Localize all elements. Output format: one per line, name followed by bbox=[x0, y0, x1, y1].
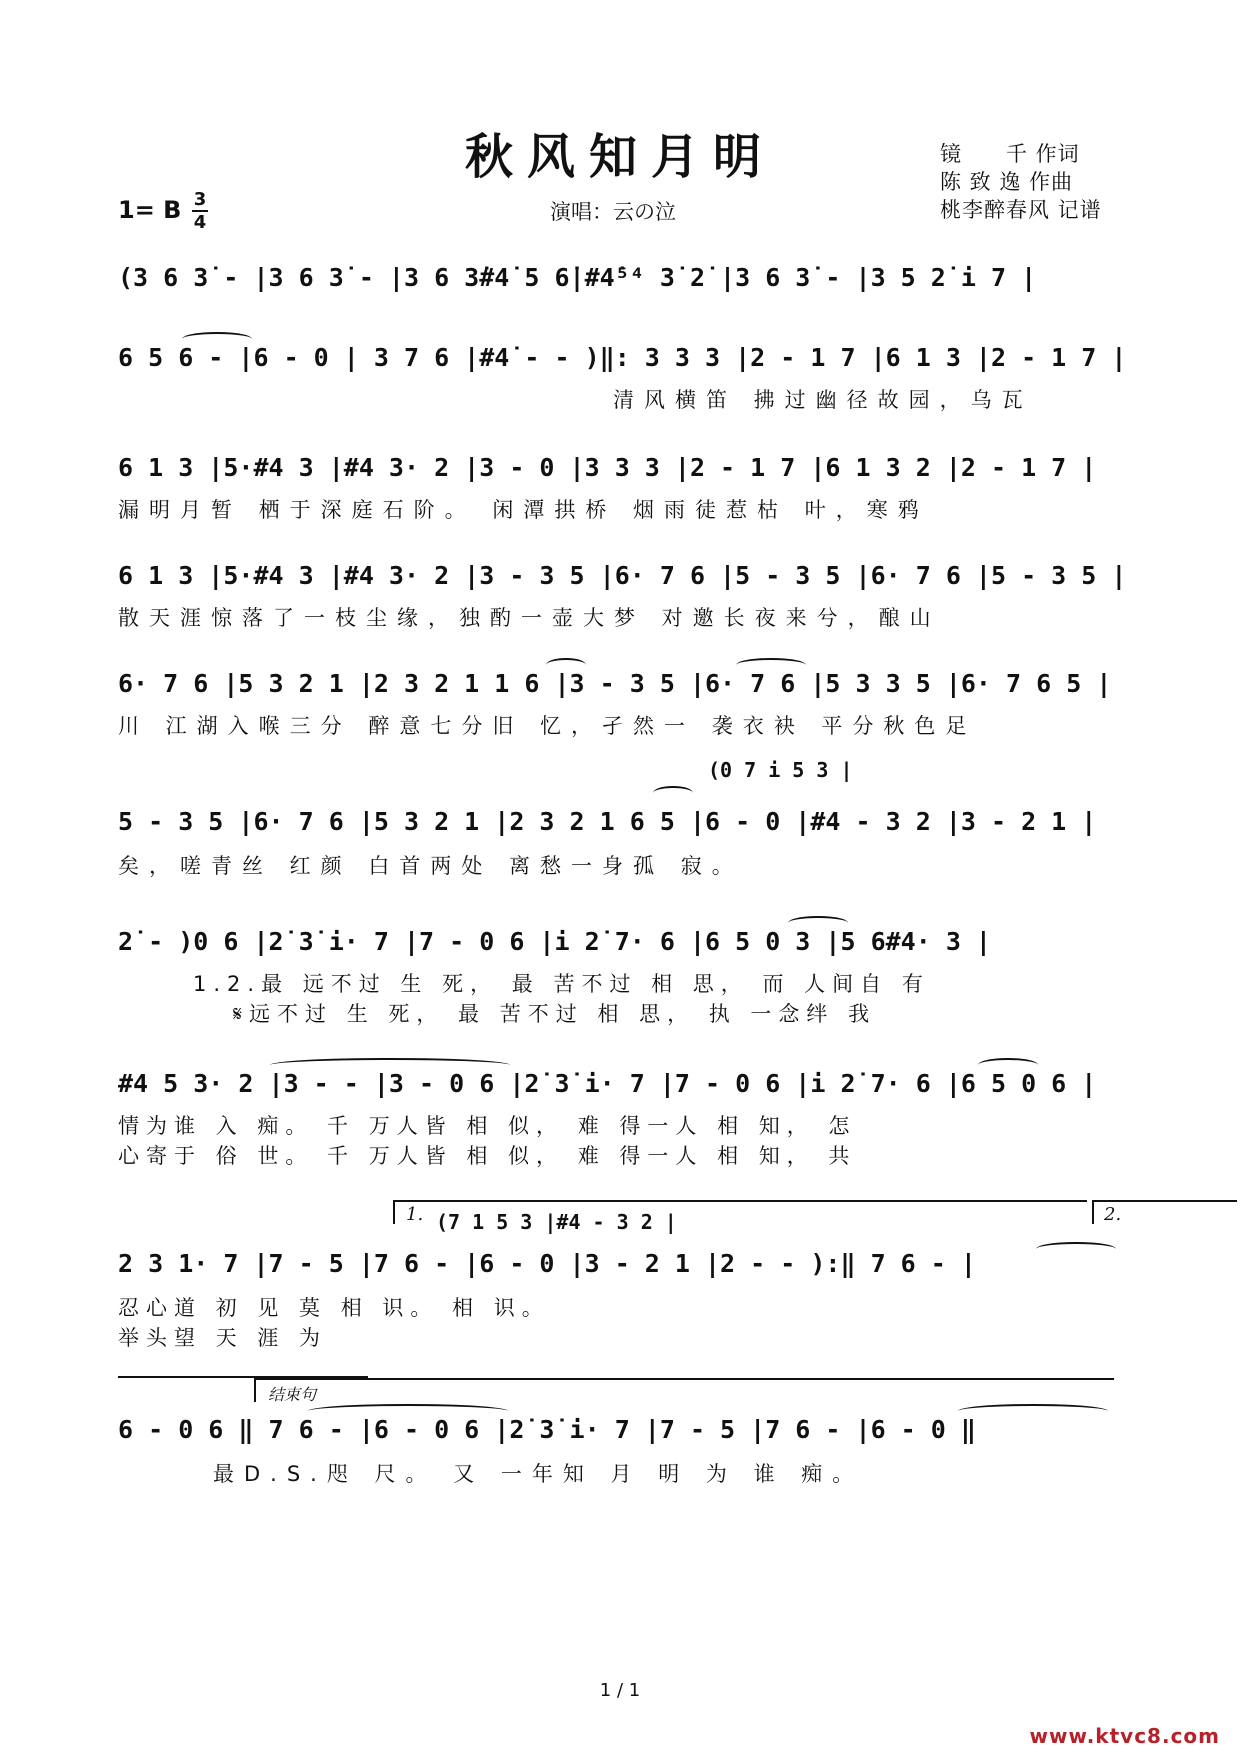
watermark-logo: www.ktvc8.com bbox=[1029, 1724, 1220, 1748]
slur-mark bbox=[546, 658, 586, 672]
instrumental-intro: (7 1 5 3 |#4 - 3 2 | bbox=[436, 1210, 677, 1234]
volta-bracket-2 bbox=[1092, 1200, 1237, 1202]
score-system-1 bbox=[118, 258, 1122, 298]
volta-bracket-1-left bbox=[393, 1200, 395, 1224]
coda-bracket-left bbox=[254, 1378, 256, 1402]
song-title: 秋风知月明 bbox=[464, 129, 775, 185]
lyric-line: 散天涯惊落了一枝尘缘，独酌一壶大梦 对邀长夜来兮，酿山 bbox=[118, 606, 941, 630]
slur-mark bbox=[958, 1404, 1108, 1418]
notation-line: 2 3 1· 7 |7 - 5 |7 6 - |6 - 0 |3 - 2 1 |2 - - ):‖ 7 6 - | bbox=[118, 1249, 976, 1278]
slur-mark bbox=[978, 1058, 1038, 1072]
score-system-8 bbox=[118, 1064, 1122, 1168]
notation-line: (3 6 3̇ - |3 6 3̇ - |3 6 3̇#4̇ 5 6̇|#4̇⁵⁴ 3̇ 2̇ |3 6 3̇ - |3 5 2̇ i 7 | bbox=[118, 263, 1037, 292]
lyric-line: 川 江湖入喉三分 醉意七分旧 忆，孑然一 袭衣袂 平分秋色足 bbox=[118, 714, 977, 738]
lyric-line: 漏明月暂 栖于深庭石阶。 闲潭拱桥 烟雨徒惹枯 叶，寒鸦 bbox=[118, 498, 929, 522]
notation-line: 6· 7 6 |5 3 2 1 |2 3 2 1 1 6 |3 - 3 5 |6· 7 6 |5 3 3 5 |6· 7 6 5 | bbox=[118, 669, 1112, 698]
time-signature bbox=[192, 190, 208, 232]
lyric-line-verse-1: 忍心道 初 见 莫 相 识。 相 识。 bbox=[118, 1296, 550, 1320]
lyric-line-verse-2: 𝄋远不过 生 死， 最 苦不过 相 思， 执 一念绊 我 bbox=[233, 1002, 877, 1026]
notation-line: #4 5 3· 2 |3 - - |3 - 0 6 |2̇ 3̇ i· 7 |7 - 0 6 |i 2̇ 7· 6 |6 5 0 6 | bbox=[118, 1069, 1097, 1098]
volta-bracket-1 bbox=[393, 1200, 1087, 1202]
lyricist-credit: 镜 千 作词 bbox=[940, 142, 1080, 166]
notation-line: 2̇ - )0 6 |2̇ 3̇ i· 7 |7 - 0 6 |i 2̇ 7· 6 |6 5 0 3 |5 6#4· 3 | bbox=[118, 927, 991, 956]
lyric-line-verse-1: 1.2.最 远不过 生 死， 最 苦不过 相 思， 而 人间自 有 bbox=[193, 972, 930, 996]
composer-credit: 陈 致 逸 作曲 bbox=[940, 170, 1074, 194]
volta-bracket-2-left bbox=[1092, 1200, 1094, 1224]
transcriber-credit: 桃李醉春风 记谱 bbox=[940, 198, 1102, 222]
slur-mark bbox=[1036, 1242, 1116, 1256]
slur-mark bbox=[653, 786, 693, 800]
meter-bottom: 4 bbox=[193, 212, 207, 233]
lyric-line-verse-1: 情为谁 入 痴。 千 万人皆 相 似， 难 得一人 相 知， 怎 bbox=[118, 1114, 857, 1138]
page-number: 1 / 1 bbox=[599, 1680, 641, 1701]
score-system-2 bbox=[118, 338, 1127, 412]
slur-mark bbox=[270, 1058, 510, 1072]
meter-top: 3 bbox=[193, 189, 207, 210]
key-signature: 1= B bbox=[118, 196, 182, 224]
volta-number-1: 1. bbox=[406, 1204, 424, 1225]
slur-mark bbox=[736, 658, 806, 672]
notation-line: 5 - 3 5 |6· 7 6 |5 3 2 1 |2 3 2 1 6 5 |6 - 0 |#4 - 3 2 |3 - 2 1 | bbox=[118, 807, 1097, 836]
coda-label: 结束句 bbox=[268, 1385, 317, 1404]
notation-line: 6 1 3 |5·#4 3 |#4 3· 2 |3 - 3 5 |6· 7 6 |5 - 3 5 |6· 7 6 |5 - 3 5 | bbox=[118, 561, 1127, 590]
slur-mark bbox=[182, 332, 252, 346]
lyric-line: 清风横笛 拂过幽径故园，乌瓦 bbox=[613, 388, 1033, 412]
notation-line: 6 - 0 6 ‖ 7 6 - |6 - 0 6 |2̇ 3̇ i· 7 |7 - 5 |7 6 - |6 - 0 ‖ bbox=[118, 1415, 976, 1444]
lyric-line-verse-2: 心寄于 俗 世。 千 万人皆 相 似， 难 得一人 相 知， 共 bbox=[118, 1144, 857, 1168]
volta-number-2: 2. bbox=[1104, 1204, 1122, 1225]
score-system-5 bbox=[118, 664, 1122, 738]
score-system-6 bbox=[118, 758, 1122, 878]
lyric-line-verse-2: 举头望 天 涯 为 bbox=[118, 1326, 328, 1350]
slur-mark bbox=[308, 1404, 508, 1418]
coda-bracket bbox=[254, 1378, 1114, 1380]
slur-mark bbox=[788, 916, 848, 930]
lyric-line: 最D.S.咫 尺。 又 一年知 月 明 为 谁 痴。 bbox=[213, 1462, 864, 1486]
singer-credit: 演唱：云の泣 bbox=[550, 200, 676, 224]
instrumental-intro: (0 7 i 5 3 | bbox=[708, 758, 853, 782]
score-system-3 bbox=[118, 448, 1122, 522]
notation-line: 6 1 3 |5·#4 3 |#4 3· 2 |3 - 0 |3 3 3 |2 - 1 7 |6 1 3 2 |2 - 1 7 | bbox=[118, 453, 1097, 482]
score-system-4 bbox=[118, 556, 1127, 630]
score-system-9 bbox=[118, 1200, 1122, 1350]
lyric-line: 矣，嗟青丝 红颜 白首两处 离愁一身孤 寂。 bbox=[118, 854, 743, 878]
score-system-10 bbox=[118, 1376, 1122, 1486]
score-system-7 bbox=[118, 922, 1122, 1026]
notation-line: 6 5 6 - |6 - 0 | 3 7 6 |#4̇ - - )‖: 3 3 3 |2 - 1 7 |6 1 3 |2 - 1 7 | bbox=[118, 343, 1127, 372]
